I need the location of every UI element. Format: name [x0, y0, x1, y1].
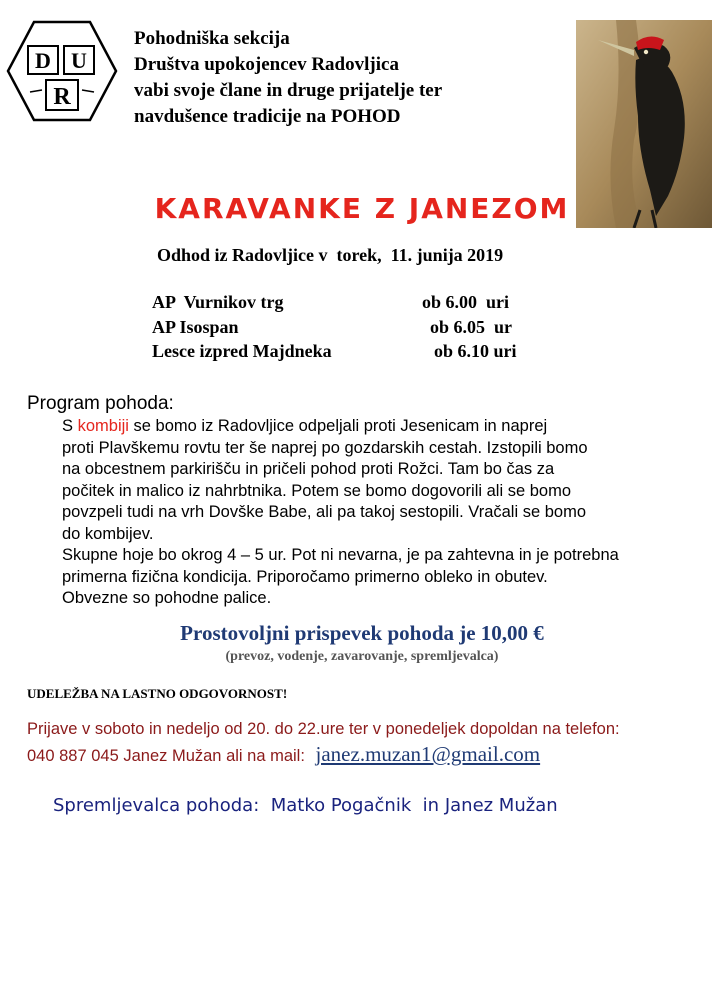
program-description	[62, 416, 702, 610]
contribution-note: (prevoz, vodenje, zavarovanje, spremljevalca)	[225, 649, 499, 664]
header-line: Pohodniška sekcija	[134, 28, 290, 49]
email-link[interactable]: janez.muzan1@gmail.com	[315, 742, 541, 766]
stop-location: Lesce izpred Majdneka	[152, 341, 332, 361]
program-line-prefix: S	[62, 417, 78, 435]
registration-line: Prijave v soboto in nedeljo od 20. do 22.ure ter v ponedeljek dopoldan na telefon:	[27, 720, 620, 738]
header-line: vabi svoje člane in druge prijatelje ter	[134, 80, 443, 101]
pickup-stop	[152, 292, 572, 316]
registration-line	[27, 742, 620, 769]
program-line: do kombijev.	[62, 524, 154, 543]
program-line: počitek in malico iz nahrbtnika. Potem se bomo dogovorili ali se bomo	[62, 481, 572, 500]
logo-letter-r: R	[53, 84, 71, 110]
departure-info: Odhod iz Radovljice v torek, 11. junija 2019	[157, 245, 504, 265]
header-line: Društva upokojencev Radovljica	[134, 54, 399, 75]
program-line: na obcestnem parkirišču in pričeli pohod proti Rožci. Tam bo čas za	[62, 460, 555, 478]
program-line: povzpeli tudi na vrh Dovške Babe, ali pa takoj sestopili. Vračali se bomo	[62, 503, 586, 521]
stop-time: ob 6.10 uri	[434, 341, 517, 361]
program-line: Obvezne so pohodne palice.	[62, 589, 272, 607]
stop-time: ob 6.05 ur	[430, 317, 513, 337]
pickup-stop	[152, 317, 572, 341]
program-line	[62, 416, 702, 438]
highlight-kombiji: kombiji	[77, 417, 129, 435]
hike-guides: Spremljevalca pohoda: Matko Pogačnik in Janez Mužan	[53, 795, 558, 816]
program-line: primerna fizična kondicija. Priporočamo primerno obleko in obutev.	[62, 567, 548, 586]
liability-disclaimer: UDELEŽBA NA LASTNO ODGOVORNOST!	[27, 686, 288, 701]
logo-letter-u: U	[71, 48, 87, 73]
header-line: navdušence tradicije na POHOD	[134, 106, 401, 127]
event-title: KARAVANKE Z JANEZOM	[154, 192, 570, 225]
registration-phone: 040 887 045 Janez Mužan ali na mail:	[27, 747, 310, 765]
program-line: proti Plavškemu rovtu ter še naprej po gozdarskih cestah. Izstopili bomo	[62, 438, 588, 457]
registration-info	[27, 717, 620, 769]
stop-time: ob 6.00 uri	[422, 292, 510, 312]
stop-location: AP Vurnikov trg	[152, 292, 284, 312]
stop-location: AP Isospan	[152, 317, 239, 337]
logo-letter-d: D	[35, 48, 51, 73]
organizer-header	[134, 26, 442, 130]
du-radovljica-logo	[6, 20, 118, 122]
pickup-stop	[152, 341, 572, 365]
program-line: Skupne hoje bo okrog 4 – 5 ur. Pot ni nevarna, je pa zahtevna in je potrebna	[62, 546, 619, 564]
program-line-suffix: se bomo iz Radovljice odpeljali proti Jesenicam in naprej	[128, 417, 548, 435]
program-heading: Program pohoda:	[27, 393, 174, 414]
contribution-amount: Prostovoljni prispevek pohoda je 10,00 €	[180, 621, 544, 645]
